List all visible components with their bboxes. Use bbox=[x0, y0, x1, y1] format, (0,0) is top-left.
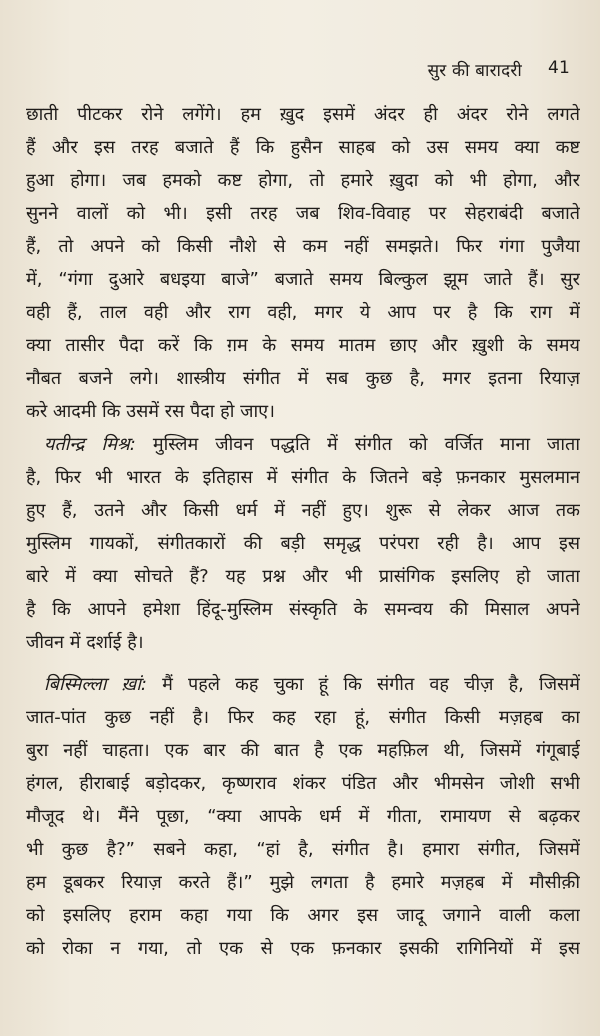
paragraph-3-line: मौजूद थे। मैंने पूछा, “क्या आपके धर्म में गीता, रामायण से बढ़कर bbox=[26, 806, 580, 827]
paragraph-1-line: हैं, तो अपने को किसी नौशे से कम नहीं समझते। फिर गंगा पुजैया bbox=[26, 236, 580, 257]
paragraph-3-line: हंगल, हीराबाई बड़ोदकर, कृष्णराव शंकर पंडित और भीमसेन जोशी सभी bbox=[26, 773, 580, 794]
running-title: सुर की बारादरी bbox=[427, 61, 522, 81]
page-body bbox=[26, 98, 580, 965]
paragraph-1 bbox=[26, 98, 580, 428]
paragraph-1-line: क्या तासीर पैदा करें कि ग़म के समय मातम छाए और ख़ुशी के समय bbox=[26, 335, 580, 356]
paragraph-2-line: हुए हैं, उतने और किसी धर्म में नहीं हुए। शुरू से लेकर आज तक bbox=[26, 500, 580, 521]
paragraph-2-line: है कि आपने हमेशा हिंदू-मुस्लिम संस्कृति के समन्वय की मिसाल अपने bbox=[26, 599, 580, 620]
paragraph-1-line: में, “गंगा दुआरे बधइया बाजे” बजाते समय बिल्कुल झूम जाते हैं। सुर bbox=[26, 269, 580, 290]
paragraph-3-line: को इसलिए हराम कहा गया कि अगर इस जादू जगाने वाली कला bbox=[26, 905, 580, 926]
paragraph-2-line-text: मुस्लिम जीवन पद्धति में संगीत को वर्जित माना जाता bbox=[152, 434, 580, 455]
paragraph-3-line: बुरा नहीं चाहता। एक बार की बात है एक महफ़िल थी, जिसमें गंगूबाई bbox=[26, 740, 580, 761]
paragraph-1-line: सुनने वालों को भी। इसी तरह जब शिव-विवाह पर सेहराबंदी बजाते bbox=[26, 203, 580, 224]
paragraph-3-line: हम डूबकर रियाज़ करते हैं।” मुझे लगता है हमारे मज़हब में मौसीक़ी bbox=[26, 872, 580, 893]
paragraph-1-line: करे आदमी कि उसमें रस पैदा हो जाए। bbox=[26, 401, 275, 422]
paragraph-3 bbox=[26, 668, 580, 965]
paragraph-2-line: जीवन में दर्शाई है। bbox=[26, 632, 144, 653]
paragraph-1-line: हुआ होगा। जब हमको कष्ट होगा, तो हमारे ख़ुदा को भी होगा, और bbox=[26, 170, 580, 191]
page-number: 41 bbox=[547, 58, 570, 78]
page-header bbox=[428, 58, 570, 81]
paragraph-1-line: नौबत बजने लगे। शास्त्रीय संगीत में सब कुछ है, मगर इतना रियाज़ bbox=[26, 368, 580, 389]
speaker-bismillah-khan: बिस्मिल्ला ख़ां: bbox=[44, 674, 147, 695]
paragraph-3-line: भी कुछ है?” सबने कहा, “हां है, संगीत है। हमारा संगीत, जिसमें bbox=[26, 839, 580, 860]
paragraph-2-line: है, फिर भी भारत के इतिहास में संगीत के जितने बड़े फ़नकार मुसलमान bbox=[26, 467, 580, 488]
paragraph-3-line: जात-पांत कुछ नहीं है। फिर कह रहा हूं, संगीत किसी मज़हब का bbox=[26, 707, 580, 728]
paragraph-2-line: बारे में क्या सोचते हैं? यह प्रश्न और भी प्रासंगिक इसलिए हो जाता bbox=[26, 566, 580, 587]
paragraph-3-first-line bbox=[26, 668, 580, 701]
speaker-yatindra-mishra: यतीन्द्र मिश्र: bbox=[44, 434, 136, 455]
paragraph-2-line: मुस्लिम गायकों, संगीतकारों की बड़ी समृद्ध परंपरा रही है। आप इस bbox=[26, 533, 580, 554]
paragraph-3-line: को रोका न गया, तो एक से एक फ़नकार इसकी रागिनियों में इस bbox=[26, 938, 580, 959]
paragraph-1-line: हैं और इस तरह बजाते हैं कि हुसैन साहब को उस समय क्या कष्ट bbox=[26, 137, 580, 158]
paragraph-gap bbox=[26, 659, 580, 668]
paragraph-1-line: वही हैं, ताल वही और राग वही, मगर ये आप पर है कि राग में bbox=[26, 302, 580, 323]
paragraph-2 bbox=[26, 428, 580, 659]
paragraph-1-line: छाती पीटकर रोने लगेंगे। हम ख़ुद इसमें अंदर ही अंदर रोने लगते bbox=[26, 104, 580, 125]
paragraph-3-line-text: मैं पहले कह चुका हूं कि संगीत वह चीज़ है, जिसमें bbox=[162, 674, 580, 695]
paragraph-2-first-line bbox=[26, 428, 580, 461]
